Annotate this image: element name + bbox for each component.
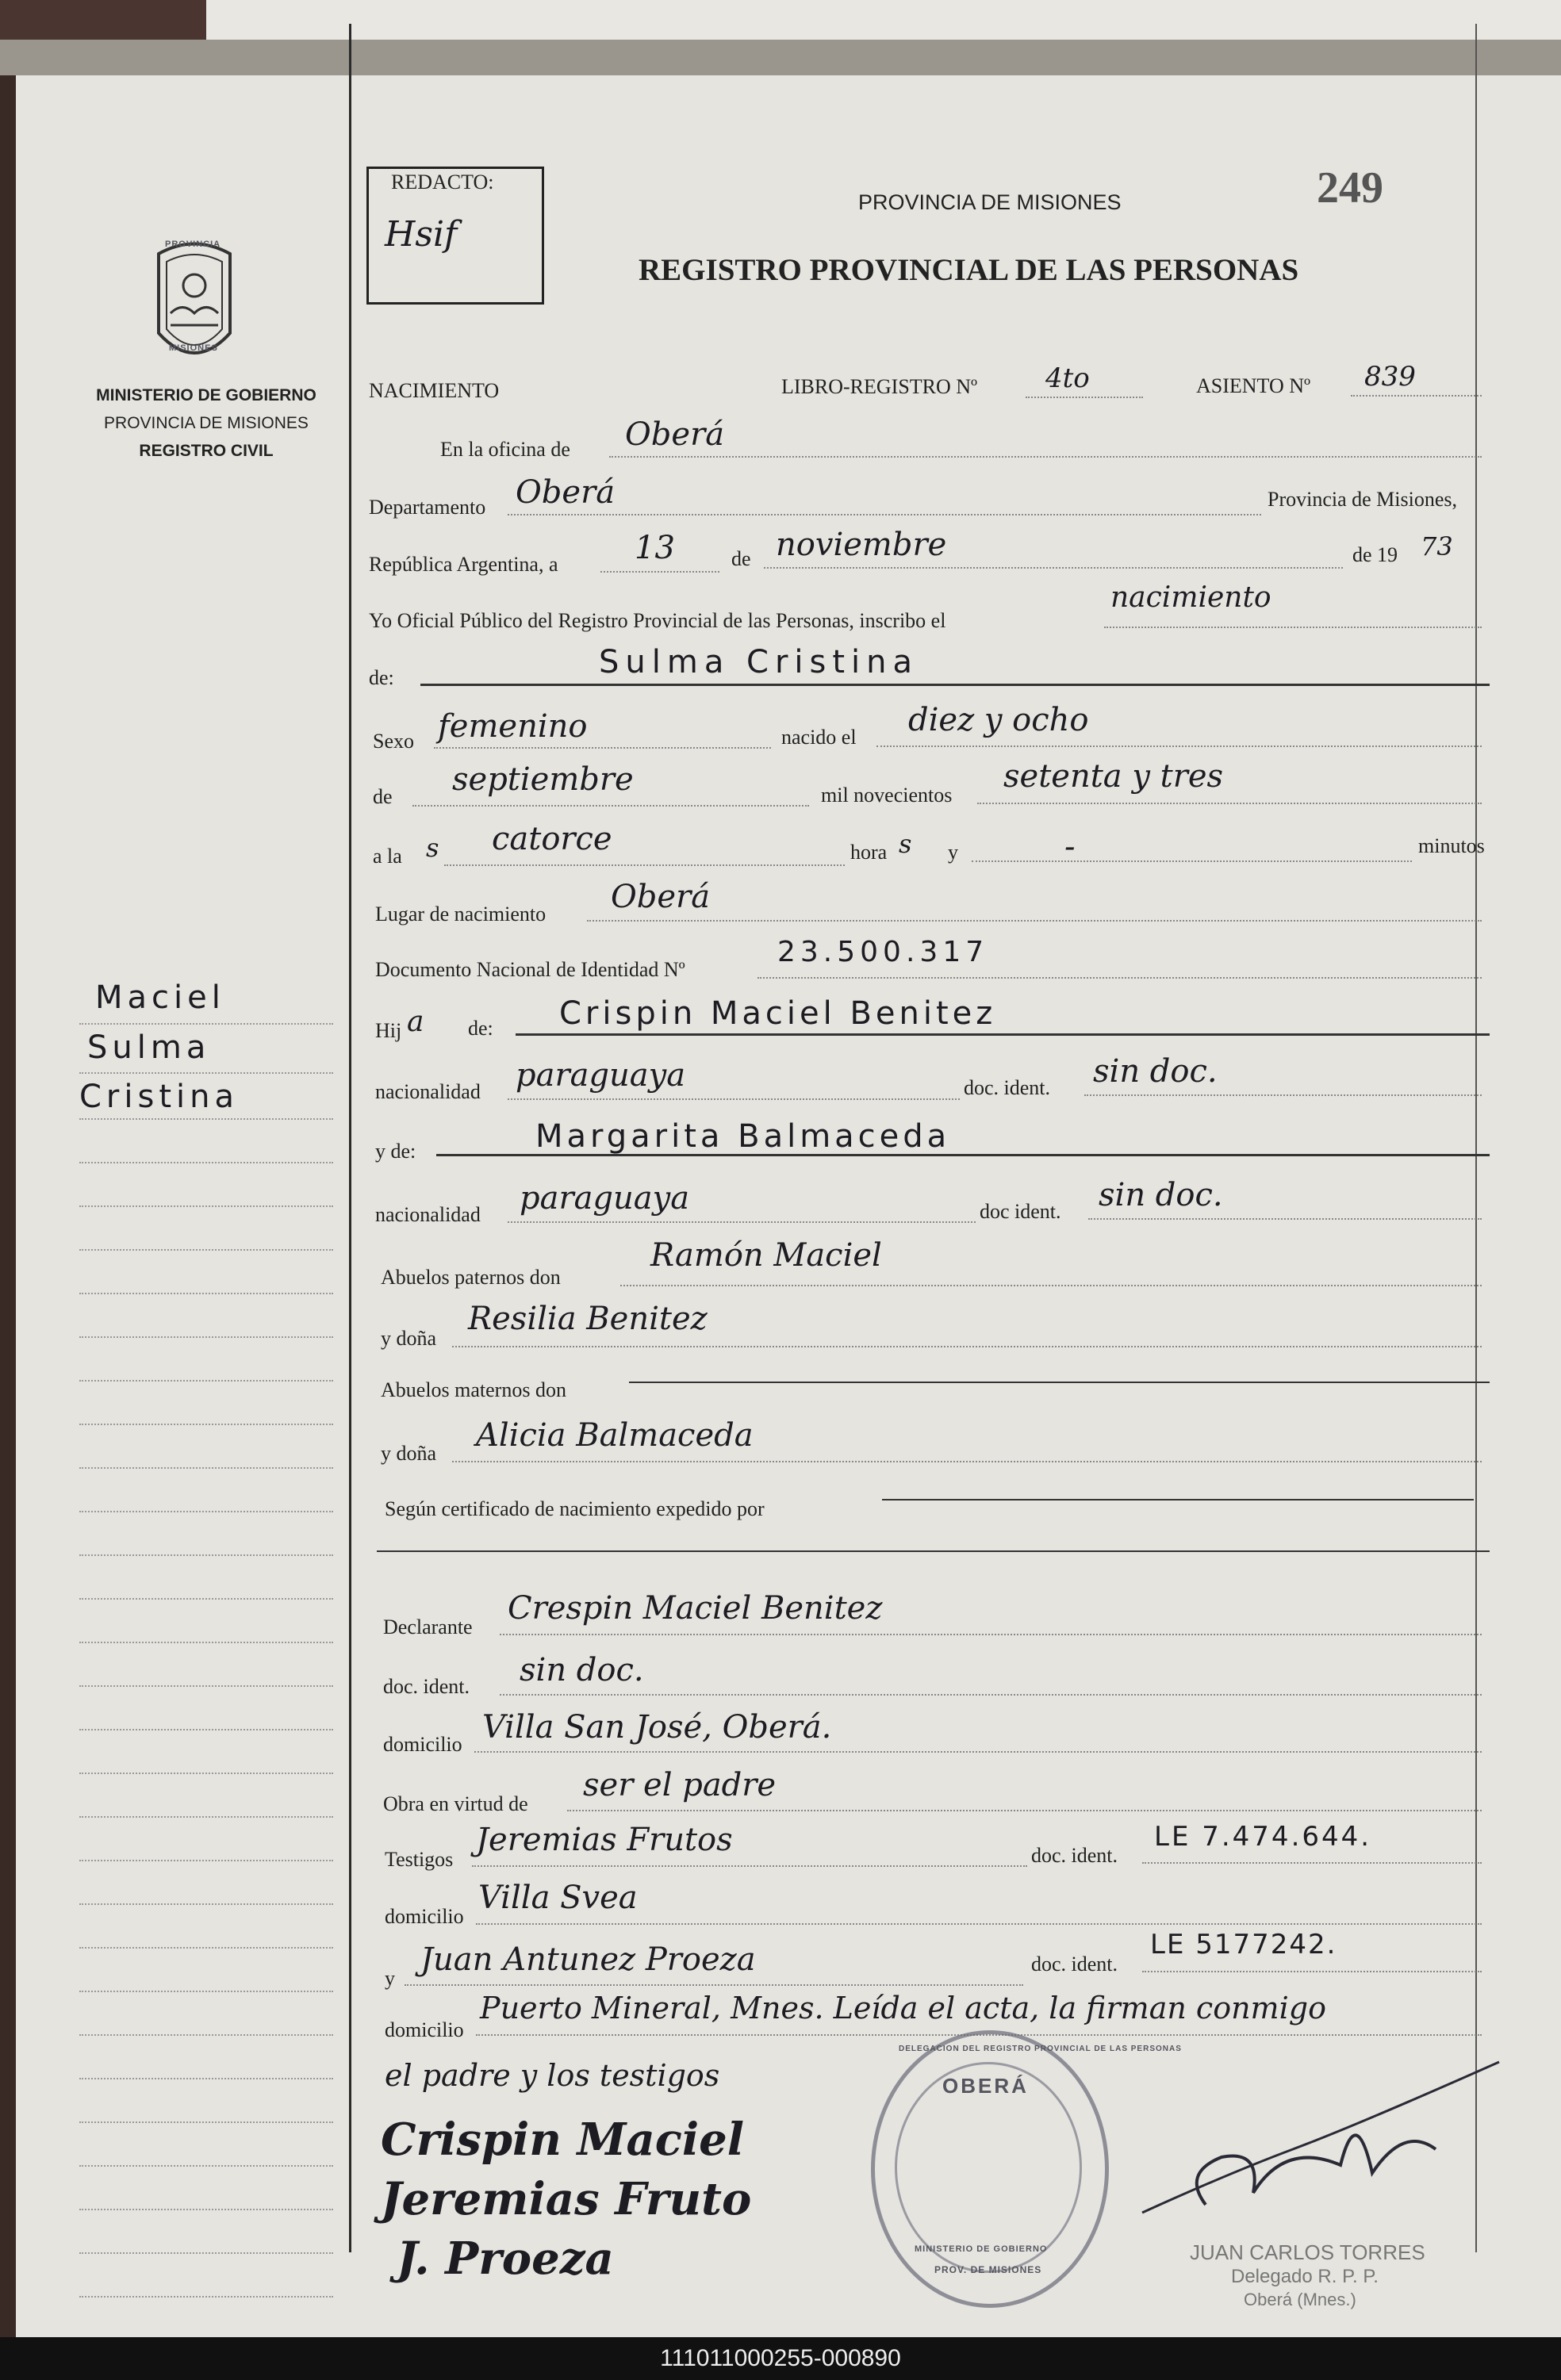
doc-padre-line (1084, 1094, 1482, 1096)
doc-madre-line (1088, 1218, 1482, 1220)
sexo-value: femenino (438, 708, 588, 745)
lugar-label: Lugar de nacimiento (375, 903, 547, 926)
domicilio-value: Villa San José, Oberá. (482, 1709, 832, 1746)
margin-name1: Sulma (87, 1029, 211, 1066)
abuela-materna-line (452, 1461, 1482, 1462)
official-place: Oberá (Mnes.) (1244, 2290, 1356, 2309)
domicilio2-label: domicilio (385, 1905, 464, 1928)
abuela-paterna-line (452, 1346, 1482, 1347)
libro-label: LIBRO-REGISTRO Nº (781, 375, 978, 398)
nacido-el-value: diez y ocho (908, 702, 1089, 738)
doc-ident5-label: doc. ident. (1031, 1953, 1118, 1976)
sexo-line (434, 747, 771, 749)
margin-rule (79, 2252, 333, 2254)
margin-rule (79, 2078, 333, 2079)
doc-declarante-value: sin doc. (520, 1652, 644, 1688)
nacido-el-label: nacido el (781, 726, 857, 749)
margin-rule (79, 1023, 333, 1025)
y-dona2-label: y doña (381, 1442, 437, 1465)
obra-label: Obra en virtud de (383, 1792, 528, 1815)
binding-strip (0, 40, 1561, 75)
signature-testigo1: Jeremias Fruto (381, 2173, 752, 2225)
obra-line (567, 1810, 1482, 1811)
nombre-value: Sulma Cristina (599, 644, 919, 680)
margin-rule (79, 2165, 333, 2167)
margin-rule (79, 2296, 333, 2298)
doc-testigo2-line (1142, 1971, 1482, 1972)
cierre-value: el padre y los testigos (385, 2058, 720, 2093)
declarante-label: Declarante (383, 1615, 473, 1638)
libro-value: 4to (1045, 362, 1090, 394)
margin-rule (79, 1424, 333, 1425)
margin-rule (79, 1773, 333, 1774)
signature-testigo2: J. Proeza (397, 2232, 614, 2285)
hora-texto-line (444, 864, 845, 866)
abuelo-paterno-line (620, 1285, 1482, 1286)
segun-line (882, 1499, 1474, 1500)
seal-top-text: PROVINCIA (165, 240, 221, 249)
hora-texto-value: catorce (492, 821, 612, 857)
domicilio-label: domicilio (383, 1733, 462, 1756)
margin-rule (79, 1249, 333, 1251)
delegate-signature-icon (1134, 2054, 1507, 2236)
departamento-label: Departamento (369, 496, 486, 519)
y2-label: y (385, 1967, 395, 1990)
de2-label: de (373, 785, 393, 808)
abuelo-paterno-value: Ramón Maciel (650, 1237, 882, 1274)
doc-ident-label: doc. ident. (964, 1076, 1051, 1099)
official-name: JUAN CARLOS TORRES (1190, 2240, 1425, 2264)
dni-value: 23.500.317 (777, 936, 989, 968)
padre-value: Crispin Maciel Benitez (559, 995, 997, 1032)
doc-ident3-label: doc. ident. (383, 1675, 470, 1698)
minutos-label: minutos (1418, 834, 1485, 857)
de-colon-label: de: (369, 666, 394, 689)
margin-rule (79, 1072, 333, 1074)
abuela-paterna-value: Resilia Benitez (468, 1301, 708, 1337)
margin-rule (79, 1598, 333, 1600)
doc-ident2-label: doc ident. (980, 1200, 1061, 1223)
margin-rule (79, 2209, 333, 2210)
testigo1-line (472, 1865, 1027, 1867)
margin-rule (79, 1816, 333, 1818)
anio-value: 73 (1421, 531, 1453, 561)
footer-code: 111011000255-000890 (0, 2337, 1561, 2380)
stamp-top-text: OBERÁ (942, 2074, 1029, 2098)
registry-label: REGISTRO CIVIL (139, 442, 274, 460)
declarante-value: Crespin Maciel Benitez (508, 1590, 883, 1627)
anio-nac-line (977, 803, 1482, 804)
doc-ident4-label: doc. ident. (1031, 1844, 1118, 1867)
margin-rule (79, 1729, 333, 1730)
margin-rule (79, 1380, 333, 1382)
margin-rule (79, 2121, 333, 2123)
doc-madre-value: sin doc. (1099, 1177, 1223, 1213)
seal-bottom-text: MISIONES (169, 343, 218, 353)
testigo2-line (405, 1984, 1023, 1986)
mil-novecientos-label: mil novecientos (821, 784, 953, 807)
hij-suffix: a (407, 1006, 424, 1038)
signature-padre: Crispin Maciel (381, 2114, 745, 2166)
top-paper-edge (206, 0, 1561, 40)
mes-nac-line (412, 805, 809, 807)
nac-madre-value: paraguaya (520, 1180, 690, 1217)
dia-value: 13 (635, 530, 675, 566)
doc-testigo2-value: LE 5177242. (1150, 1929, 1337, 1960)
province-label: PROVINCIA DE MISIONES (104, 414, 309, 432)
hora-label: hora (850, 841, 888, 864)
asiento-line (1351, 395, 1482, 397)
testigo2-value: Juan Antunez Proeza (420, 1941, 756, 1978)
segun-label: Según certificado de nacimiento expedido por (385, 1497, 765, 1520)
margin-rule (79, 2034, 333, 2036)
province-heading: PROVINCIA DE MISIONES (858, 190, 1122, 214)
nombre-line (420, 684, 1490, 686)
testigo1-value: Jeremias Frutos (476, 1822, 733, 1858)
margin-rule (79, 1293, 333, 1294)
abuelo-materno-line (629, 1382, 1490, 1383)
margin-rule (79, 1511, 333, 1512)
doc-testigo1-line (1142, 1862, 1482, 1864)
minutos-line (972, 860, 1412, 862)
nac-padre-value: paraguaya (516, 1057, 686, 1094)
margin-surname: Maciel (95, 979, 225, 1016)
provincia-misiones-label: Provincia de Misiones, (1268, 488, 1458, 511)
padre-line (516, 1033, 1490, 1036)
doc-declarante-line (500, 1694, 1482, 1696)
anio-nac-value: setenta y tres (1003, 758, 1224, 795)
oficina-label: En la oficina de (440, 438, 570, 461)
abuela-materna-value: Alicia Balmaceda (476, 1417, 754, 1454)
separator-line (377, 1550, 1490, 1552)
margin-rule (79, 1991, 333, 1992)
domicilio-line (474, 1751, 1482, 1753)
margin-rule (79, 1467, 333, 1469)
y-dona-label: y doña (381, 1327, 437, 1350)
libro-line (1026, 397, 1143, 398)
lugar-value: Oberá (611, 879, 711, 915)
hij-label: Hij (375, 1019, 402, 1042)
hora-suffix: s (899, 829, 912, 859)
de-label: de (731, 547, 751, 570)
departamento-value: Oberá (516, 474, 616, 511)
nac-padre-line (508, 1098, 960, 1100)
margin-rule (79, 1162, 333, 1163)
obra-value: ser el padre (583, 1767, 777, 1803)
doc-testigo1-value: LE 7.474.644. (1154, 1821, 1372, 1853)
margin-name2: Cristina (79, 1079, 239, 1115)
oficina-line (609, 456, 1482, 458)
mes-line (764, 567, 1343, 569)
abuelos-maternos-label: Abuelos maternos don (381, 1378, 566, 1401)
stamp-bottom-text: MINISTERIO DE GOBIERNO (915, 2244, 1048, 2254)
domicilio-t1-value: Villa Svea (478, 1880, 638, 1916)
asiento-value: 839 (1364, 361, 1416, 393)
departamento-line (508, 514, 1261, 515)
yo-oficial-label: Yo Oficial Público del Registro Provincial de las Personas, inscribo el (369, 609, 946, 632)
official-title: Delegado R. P. P. (1231, 2266, 1379, 2287)
domicilio3-label: domicilio (385, 2018, 464, 2041)
asiento-label: ASIENTO Nº (1196, 374, 1311, 397)
stamp-bottom2-text: PROV. DE MISIONES (934, 2264, 1042, 2275)
testigos-label: Testigos (385, 1848, 454, 1871)
a-la-label: a la (373, 845, 402, 868)
minutos-value: - (1064, 829, 1076, 865)
madre-value: Margarita Balmaceda (535, 1118, 951, 1155)
sexo-label: Sexo (373, 730, 414, 753)
lugar-line (587, 920, 1482, 922)
redacto-value: Hsif (385, 214, 458, 255)
de-19-label: de 19 (1352, 543, 1398, 566)
declarante-line (500, 1634, 1482, 1635)
nacido-el-line (876, 745, 1482, 747)
domicilio-t1-line (476, 1923, 1482, 1925)
dni-line (757, 977, 1482, 979)
registry-title: REGISTRO PROVINCIAL DE LAS PERSONAS (639, 253, 1299, 287)
margin-rule (79, 1903, 333, 1905)
abuelos-paternos-label: Abuelos paternos don (381, 1266, 561, 1289)
republica-label: República Argentina, a (369, 553, 558, 576)
domicilio-t2-value: Puerto Mineral, Mnes. Leída el acta, la firman conmigo (480, 1991, 1326, 2025)
margin-rule (79, 1860, 333, 1861)
y-label: y (948, 841, 958, 864)
nacimiento-label: NACIMIENTO (369, 379, 500, 402)
mes-nac-value: septiembre (452, 761, 634, 798)
margin-rule (79, 1336, 333, 1338)
stamp-ring-text: DELEGACION DEL REGISTRO PROVINCIAL DE LAS PERSONAS (899, 2045, 1182, 2053)
margin-rule (79, 1947, 333, 1949)
acto-line (1104, 627, 1482, 628)
oficina-value: Oberá (625, 416, 725, 453)
right-border (1475, 24, 1477, 2252)
nac-madre-line (508, 1221, 976, 1223)
ministry-label: MINISTERIO DE GOBIERNO (96, 386, 316, 404)
doc-padre-value: sin doc. (1093, 1053, 1218, 1090)
a-la-suffix: s (426, 833, 439, 863)
margin-line (349, 24, 351, 2252)
y-de-label: y de: (375, 1140, 416, 1163)
mes-value: noviembre (776, 527, 947, 563)
margin-rule (79, 1118, 333, 1120)
dni-label: Documento Nacional de Identidad Nº (375, 958, 685, 981)
hij-de-label: de: (468, 1017, 493, 1040)
nacionalidad2-label: nacionalidad (375, 1203, 481, 1226)
margin-rule (79, 1554, 333, 1556)
redacto-label: REDACTO: (391, 171, 494, 194)
acto-value: nacimiento (1110, 581, 1271, 614)
folio-number: 249 (1317, 163, 1383, 213)
margin-rule (79, 1205, 333, 1207)
dia-line (600, 571, 719, 573)
margin-rule (79, 1642, 333, 1643)
margin-rule (79, 1685, 333, 1687)
nacionalidad-label: nacionalidad (375, 1080, 481, 1103)
